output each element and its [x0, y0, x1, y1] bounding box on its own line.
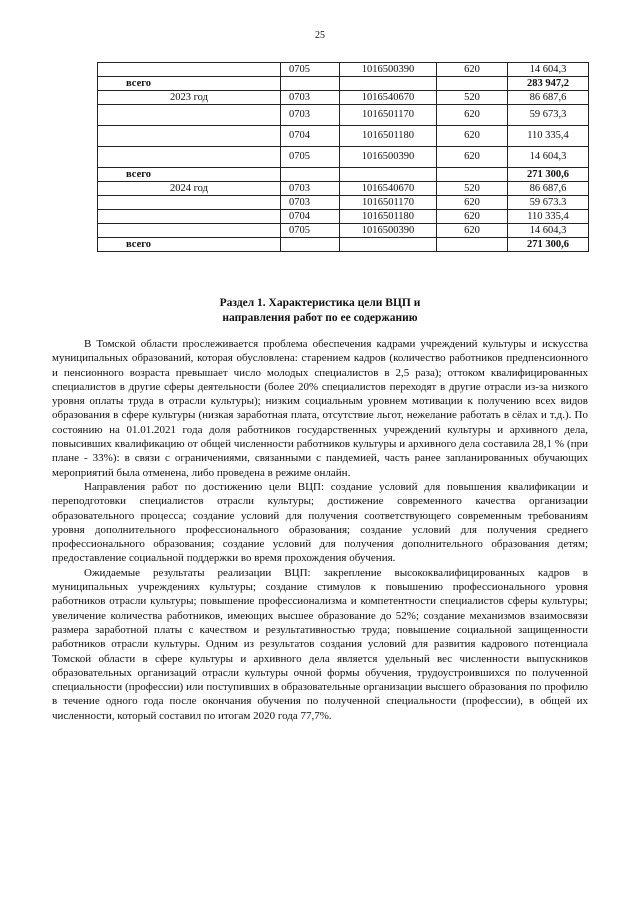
table-total-row: [98, 238, 589, 252]
label-cell: всего: [98, 238, 281, 252]
amount-cell: 59 673.3: [508, 196, 589, 210]
label-cell: [98, 105, 281, 126]
table-total-row: [98, 168, 589, 182]
amount-cell: 271 300,6: [508, 238, 589, 252]
type-cell: 520: [437, 182, 508, 196]
section-cell: 0703: [281, 105, 340, 126]
label-cell: [98, 147, 281, 168]
section-cell: 0703: [281, 91, 340, 105]
type-cell: [437, 77, 508, 91]
label-cell: [98, 63, 281, 77]
type-cell: 620: [437, 224, 508, 238]
type-cell: 620: [437, 126, 508, 147]
code-cell: 1016500390: [340, 224, 437, 238]
code-cell: 1016501180: [340, 126, 437, 147]
table-row: [98, 210, 589, 224]
label-cell: [98, 210, 281, 224]
code-cell: [340, 168, 437, 182]
type-cell: 620: [437, 196, 508, 210]
code-cell: [340, 77, 437, 91]
page-number: 25: [315, 30, 325, 41]
amount-cell: 110 335,4: [508, 126, 589, 147]
amount-cell: 14 604,3: [508, 147, 589, 168]
paragraph-problem: В Томской области прослеживается проблема обеспечения кадрами учреждений культуры и искусства муниципальных образований, которая обусловлена: старением кадров (количество работников предпенсионного и пенсионного возраста превышает число молодых специалистов в 2,5 раза); оттоком квалифицированных специалистов в другие сферы деятельности (более 20% специалистов переходят в другие отрасли из-за низкого уровня оплаты труда в отрасли культуры); низким социальным уровнем мотивации к получению всех видов образования в сфере культуры (низкая заработная плата, отсутствие льгот, нежелание работать в сёлах и т.д.). По состоянию на 01.01.2021 года доля работников государственных учреждений культуры и архивного дела, повысивших квалификацию от общей численности работников культуры и архивного дела составила 28,1 % (при плане - 33%): в связи с ограничениями, связанными с пандемией, часть ранее запланированных обучающих мероприятий была отменена, либо проведена в режиме онлайн.: [52, 338, 588, 479]
section-cell: 0705: [281, 63, 340, 77]
amount-cell: 86 687,6: [508, 91, 589, 105]
section-title: [0, 296, 640, 326]
code-cell: 1016500390: [340, 63, 437, 77]
section-cell: [281, 168, 340, 182]
table-row: [98, 224, 589, 238]
type-cell: 520: [437, 91, 508, 105]
table-total-row: [98, 77, 589, 91]
table-row: [98, 63, 589, 77]
label-cell: [98, 126, 281, 147]
amount-cell: 86 687,6: [508, 182, 589, 196]
table-row: [98, 182, 589, 196]
amount-cell: 271 300,6: [508, 168, 589, 182]
type-cell: [437, 168, 508, 182]
paragraph-directions: Направления работ по достижению цели ВЦП: создание условий для повышения квалификации и переподготовки специалистов отрасли культуры; достижение современного качества организации образовательного процесса; создание условий для получения соответствующего современным требованиям уровня дополнительного профессионального образования; создание условий для получения среднего профессионального образования; создание условий для получения дополнительного образования детям; предоставление социальной поддержки во время прохождения обучения.: [52, 480, 588, 565]
code-cell: 1016540670: [340, 91, 437, 105]
table-row: [98, 105, 589, 126]
section-cell: 0704: [281, 126, 340, 147]
budget-table: [97, 62, 589, 252]
section-title-line-2: направления работ по ее содержанию: [222, 312, 418, 324]
amount-cell: 59 673,3: [508, 105, 589, 126]
code-cell: 1016501170: [340, 105, 437, 126]
section-cell: [281, 77, 340, 91]
code-cell: 1016500390: [340, 147, 437, 168]
section-cell: 0705: [281, 147, 340, 168]
section-cell: 0703: [281, 196, 340, 210]
code-cell: [340, 238, 437, 252]
table-row: [98, 126, 589, 147]
label-cell: всего: [98, 77, 281, 91]
amount-cell: 14 604,3: [508, 224, 589, 238]
table-row: [98, 147, 589, 168]
label-cell: [98, 224, 281, 238]
label-cell: всего: [98, 168, 281, 182]
section-cell: 0703: [281, 182, 340, 196]
type-cell: 620: [437, 63, 508, 77]
type-cell: 620: [437, 105, 508, 126]
label-cell: 2023 год: [98, 91, 281, 105]
label-cell: 2024 год: [98, 182, 281, 196]
body-text: [52, 337, 588, 723]
code-cell: 1016501180: [340, 210, 437, 224]
table-row: [98, 196, 589, 210]
type-cell: 620: [437, 210, 508, 224]
amount-cell: 283 947,2: [508, 77, 589, 91]
type-cell: 620: [437, 147, 508, 168]
amount-cell: 14 604,3: [508, 63, 589, 77]
section-title-line-1: Раздел 1. Характеристика цели ВЦП и: [219, 297, 421, 309]
code-cell: 1016540670: [340, 182, 437, 196]
amount-cell: 110 335,4: [508, 210, 589, 224]
section-cell: [281, 238, 340, 252]
section-cell: 0705: [281, 224, 340, 238]
label-cell: [98, 196, 281, 210]
type-cell: [437, 238, 508, 252]
paragraph-results: Ожидаемые результаты реализации ВЦП: закрепление высококвалифицированных кадров в муниципальных учреждениях культуры; создание стимулов к повышению профессионального уровня работников отрасли культуры; повышение профессионализма и компетентности специалистов сферы культуры; увеличение количества работников, имеющих высшее образование до 52%; создание механизмов взаимосвязи размера заработной платы с качеством и результативностью труда; повышение социальной защищенности работников отрасли культуры. Одним из результатов создания условий для развития кадрового потенциала Томской области в сфере культуры и архивного дела является удельный вес численности выпускников образовательных организаций отрасли культуры очной формы обучения, трудоустроившихся по полученной специальности (профессии) или поступивших в образовательные организации высшего образования по профилю в течение одного года после окончания обучения по полученной специальности (профессии), в общей их численности, который составил по итогам 2020 года 77,7%.: [52, 566, 588, 722]
table-row: [98, 91, 589, 105]
code-cell: 1016501170: [340, 196, 437, 210]
section-cell: 0704: [281, 210, 340, 224]
